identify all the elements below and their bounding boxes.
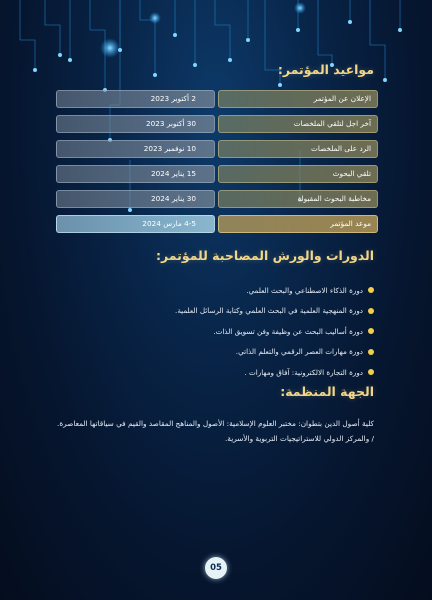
course-text: دورة الذكاء الاصطناعي والبحث العلمي. bbox=[246, 285, 363, 295]
schedule-table bbox=[56, 90, 378, 240]
course-text: دورة أساليب البحث عن وظيفة وفن تسويق الذات. bbox=[213, 326, 363, 336]
schedule-date: 2 أكتوبر 2023 bbox=[56, 90, 215, 108]
schedule-label: تلقي البحوث bbox=[218, 165, 378, 183]
courses-list bbox=[54, 280, 374, 383]
schedule-date: 4-5 مارس 2024 bbox=[56, 215, 215, 233]
schedule-label: الإعلان عن المؤتمر bbox=[218, 90, 378, 108]
schedule-label: مخاطبة البحوث المقبولة bbox=[218, 190, 378, 208]
organizer-title: الجهة المنظمة: bbox=[280, 384, 374, 399]
bullet-dot-icon bbox=[368, 349, 374, 355]
bullet-dot-icon bbox=[368, 328, 374, 334]
schedule-row-conference-date bbox=[56, 215, 378, 233]
schedule-label: آخر اجل لتلقي الملخصات bbox=[218, 115, 378, 133]
schedule-date: 30 أكتوبر 2023 bbox=[56, 115, 215, 133]
schedule-label: الرد على الملخصات bbox=[218, 140, 378, 158]
schedule-date: 15 يناير 2024 bbox=[56, 165, 215, 183]
list-item bbox=[54, 280, 374, 301]
schedule-date: 30 يناير 2024 bbox=[56, 190, 215, 208]
bullet-dot-icon bbox=[368, 369, 374, 375]
schedule-row bbox=[56, 90, 378, 108]
course-text: دورة مهارات العصر الرقمي والتعلم الذاتي. bbox=[235, 347, 363, 357]
bullet-dot-icon bbox=[368, 287, 374, 293]
course-text: دورة التجارة الالكترونية: آفاق ومهارات . bbox=[244, 367, 363, 377]
schedule-row bbox=[56, 165, 378, 183]
schedule-date: 10 نوفمبر 2023 bbox=[56, 140, 215, 158]
list-item bbox=[54, 342, 374, 363]
schedule-title: مواعيد المؤتمر: bbox=[277, 62, 374, 77]
list-item bbox=[54, 321, 374, 342]
bullet-dot-icon bbox=[368, 308, 374, 314]
schedule-row bbox=[56, 140, 378, 158]
organizer-text: كلية أصول الدين بتطوان: مختبر العلوم الإسلامية: الأصول والمناهج المقاصد والقيم في سياقاتها المعاصرة. / والمركز الدولي للاستراتيجيات التربوية والأسرية. bbox=[57, 419, 374, 443]
page-number: 05 bbox=[205, 557, 227, 579]
schedule-row bbox=[56, 115, 378, 133]
courses-title: الدورات والورش المصاحبة للمؤتمر: bbox=[155, 248, 374, 263]
schedule-label: موعد المؤتمر bbox=[218, 215, 378, 233]
course-text: دورة المنهجية العلمية في البحث العلمي وكتابة الرسائل العلمية. bbox=[175, 306, 363, 316]
schedule-row bbox=[56, 190, 378, 208]
list-item bbox=[54, 301, 374, 322]
list-item bbox=[54, 362, 374, 383]
